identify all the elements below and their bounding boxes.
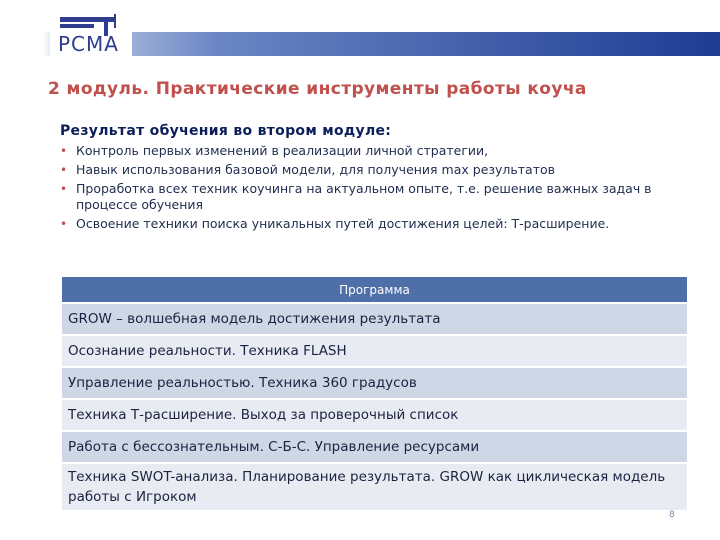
list-item-text: Освоение техники поиска уникальных путей достижения целей: Т-расширение.	[76, 216, 610, 231]
learning-outcomes-heading: Результат обучения во втором модуле:	[60, 123, 392, 139]
learning-outcomes	[60, 123, 680, 235]
bullet-icon: •	[60, 144, 68, 158]
list-item	[60, 143, 680, 159]
program-table	[60, 275, 689, 512]
table-cell: Осознание реальности. Техника FLASH	[61, 335, 688, 367]
page-title: 2 модуль. Практические инструменты работы коуча	[48, 79, 587, 99]
list-item	[60, 181, 680, 213]
table-cell: Работа с бессознательным. С-Б-С. Управление ресурсами	[61, 431, 688, 463]
rcma-logo	[58, 14, 130, 54]
program-table-wrapper	[60, 275, 689, 512]
table-cell: GROW – волшебная модель достижения результата	[61, 303, 688, 335]
table-cell: Управление реальностью. Техника 360 градусов	[61, 367, 688, 399]
page-number: 8	[669, 510, 675, 520]
table-header: Программа	[61, 276, 688, 303]
table-row	[61, 431, 688, 463]
table-row	[61, 367, 688, 399]
table-cell: Техника Т-расширение. Выход за проверочный список	[61, 399, 688, 431]
bullet-icon: •	[60, 182, 68, 196]
bullet-icon: •	[60, 217, 68, 231]
table-cell: Техника SWOT-анализа. Планирование результата. GROW как циклическая модель работы с Игроком	[61, 463, 688, 511]
table-row	[61, 335, 688, 367]
table-row	[61, 303, 688, 335]
list-item-text: Контроль первых изменений в реализации личной стратегии,	[76, 143, 489, 158]
table-row	[61, 463, 688, 511]
logo-text: PCMA	[58, 32, 119, 56]
list-item	[60, 216, 680, 232]
list-item-text: Навык использования базовой модели, для получения max результатов	[76, 162, 556, 177]
list-item	[60, 162, 680, 178]
bullet-icon: •	[60, 163, 68, 177]
learning-outcomes-list	[60, 143, 680, 232]
list-item-text: Проработка всех техник коучинга на актуальном опыте, т.е. решение важных задач в процессе обучения	[76, 181, 652, 212]
table-row	[61, 399, 688, 431]
